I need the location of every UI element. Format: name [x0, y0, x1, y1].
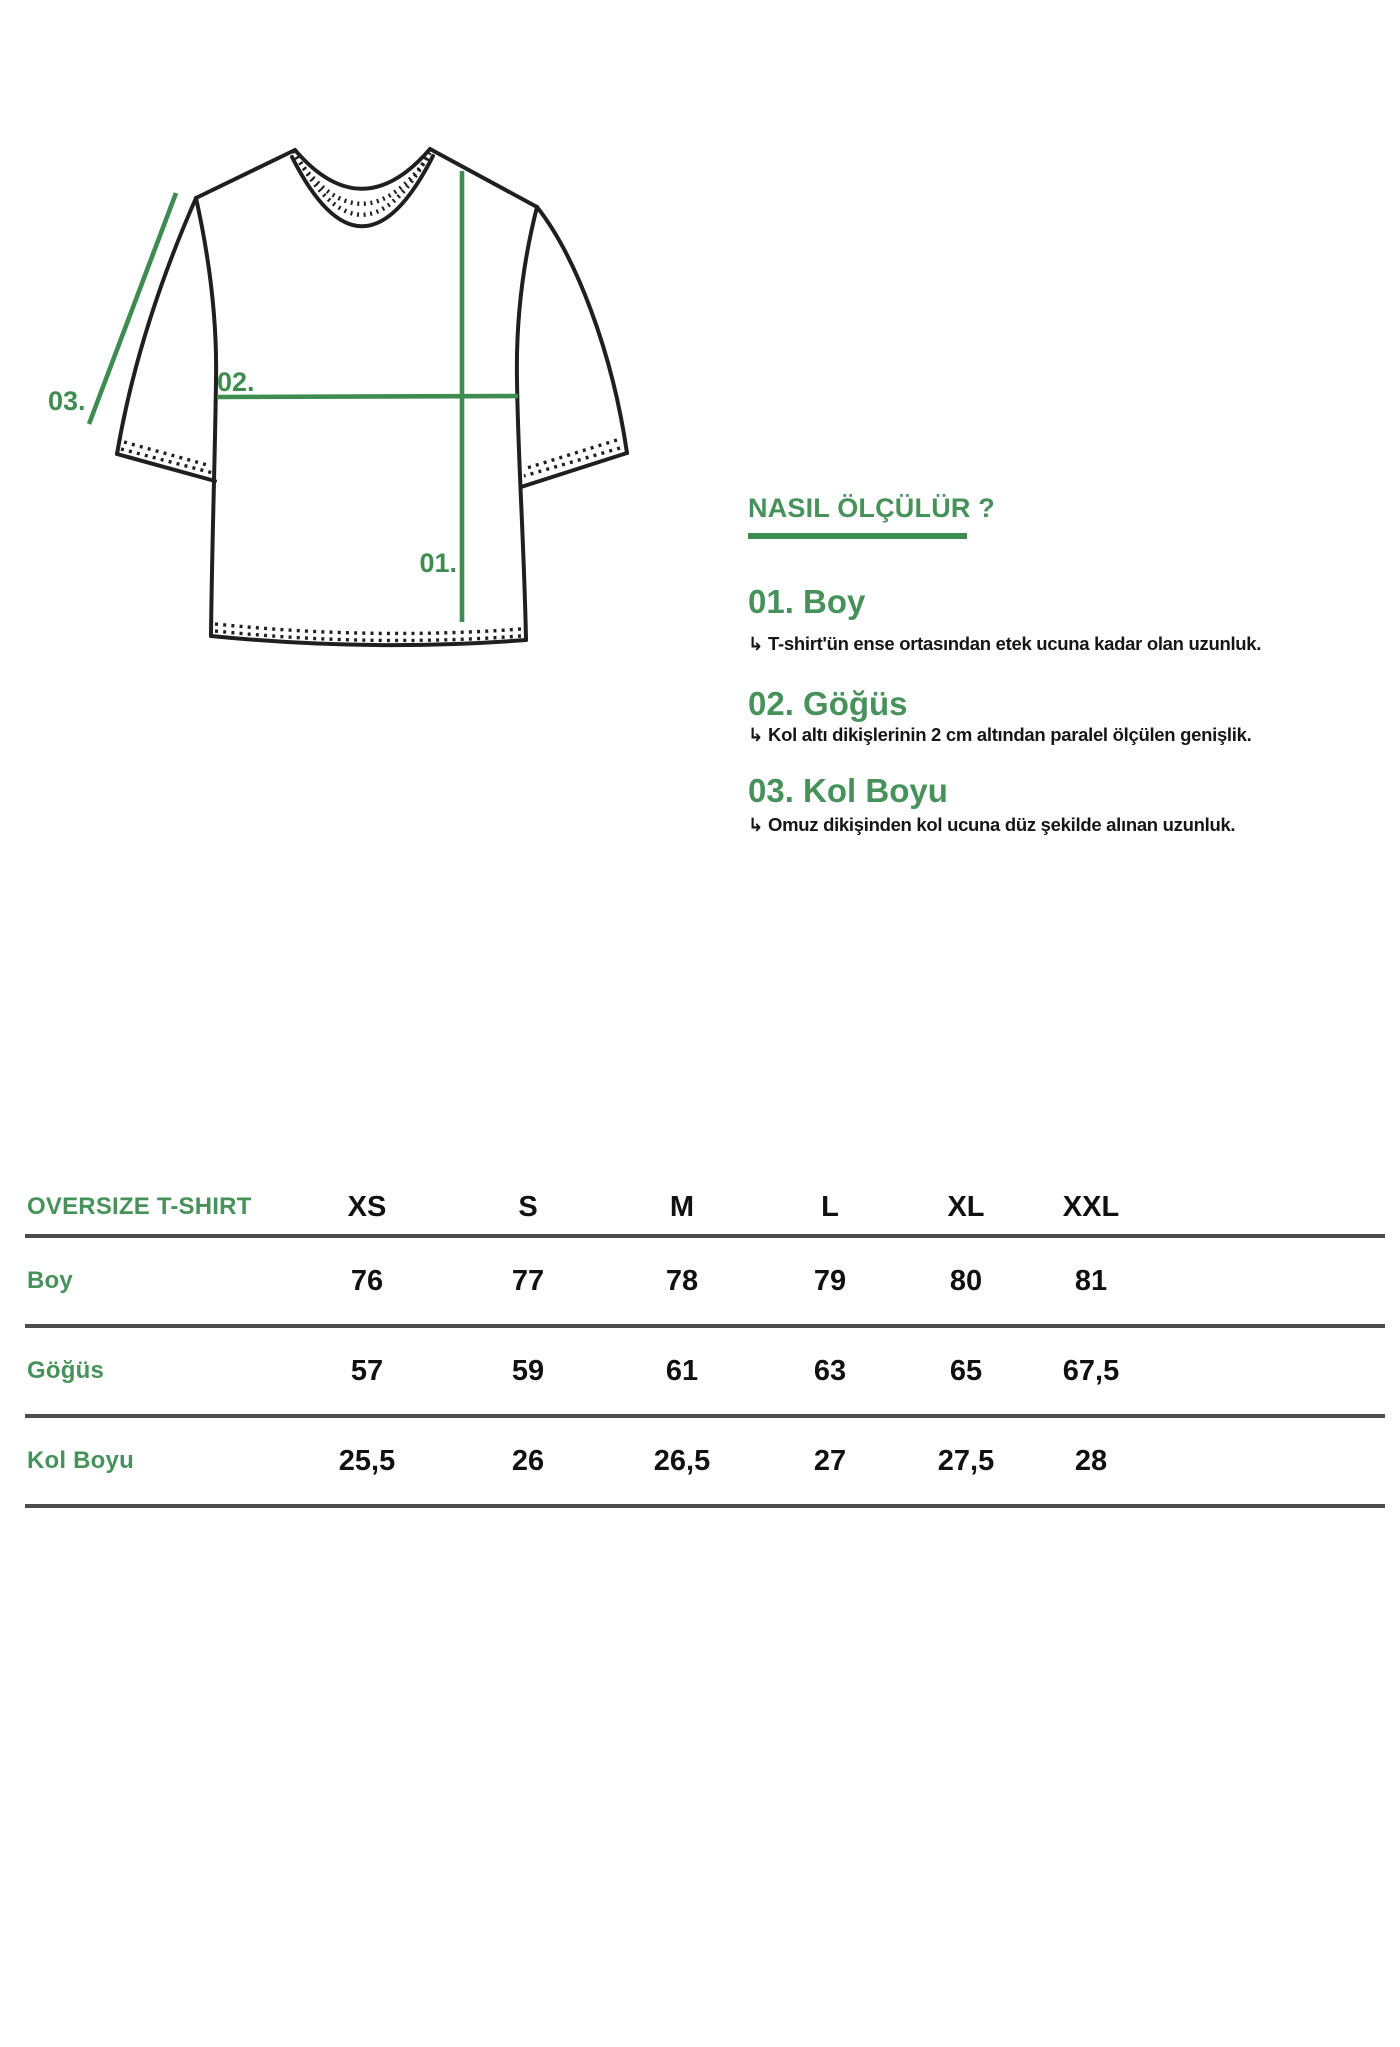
boy-measure-label: 01.: [419, 548, 457, 578]
kol-boyu-xxl: 28: [1074, 1444, 1108, 1477]
kol-boyu-xl: 27,5: [937, 1444, 995, 1477]
col-header-xs: XS: [347, 1190, 387, 1223]
row-label-boy: Boy: [27, 1267, 73, 1294]
table-row-kol-boyu: [25, 1418, 1385, 1508]
boy-xxl: 81: [1074, 1264, 1108, 1297]
section-desc-kol-boyu: ↳ Omuz dikişinden kol ucuna düz şekilde alınan uzunluk.: [748, 814, 1236, 835]
boy-xl: 80: [949, 1264, 983, 1297]
measurement-lines: [48, 171, 518, 622]
table-title: OVERSIZE T-SHIRT: [27, 1193, 252, 1220]
gogus-xxl: 67,5: [1062, 1354, 1120, 1387]
left-shoulder-line: [196, 150, 295, 198]
table-row-gogus: [25, 1328, 1385, 1418]
row-label-kol-boyu: Kol Boyu: [27, 1447, 134, 1474]
col-header-m: M: [669, 1190, 695, 1223]
body-right-seam: [517, 207, 537, 640]
col-header-xxl: XXL: [1062, 1190, 1120, 1223]
boy-s: 77: [511, 1264, 545, 1297]
right-sleeve-outer-edge: [537, 207, 627, 453]
boy-m: 78: [665, 1264, 699, 1297]
section-desc-boy: ↳ T-shirt'ün ense ortasından etek ucuna kadar olan uzunluk.: [748, 633, 1262, 654]
how-to-measure-title: NASIL ÖLÇÜLÜR ?: [748, 493, 995, 523]
kol-boyu-m: 26,5: [653, 1444, 711, 1477]
body-left-seam: [196, 198, 216, 636]
right-sleeve-cuff-edge: [521, 453, 627, 487]
collar-stitch-outer: [294, 150, 431, 215]
kol-boyu-s: 26: [511, 1444, 545, 1477]
section-title-kol-boyu: 03. Kol Boyu: [748, 772, 948, 809]
gogus-measure-label: 02.: [217, 367, 255, 397]
col-header-xl: XL: [947, 1190, 985, 1223]
hem-stitch-1: [215, 624, 521, 633]
section-desc-gogus: ↳ Kol altı dikişlerinin 2 cm altından paralel ölçülen genişlik.: [748, 724, 1252, 745]
boy-xs: 76: [350, 1264, 384, 1297]
table-row-boy: [25, 1238, 1385, 1328]
gogus-measure-line: [217, 396, 518, 397]
table-header-row: [25, 1180, 1385, 1238]
title-underline: [748, 533, 967, 539]
kol-boyu-xs: 25,5: [338, 1444, 396, 1477]
col-header-l: L: [821, 1190, 839, 1223]
gogus-xl: 65: [949, 1354, 983, 1387]
col-header-s: S: [518, 1190, 538, 1223]
row-label-gogus: Göğüs: [27, 1357, 104, 1384]
left-sleeve-cuff-edge: [117, 454, 215, 481]
gogus-m: 61: [665, 1354, 699, 1387]
left-sleeve-outer-edge: [117, 198, 196, 454]
boy-l: 79: [813, 1264, 847, 1297]
kol-boyu-measure-line: [89, 193, 176, 424]
kol-boyu-measure-label: 03.: [48, 386, 86, 416]
collar-back-arc: [295, 149, 430, 189]
right-shoulder-line: [430, 149, 537, 207]
section-title-gogus: 02. Göğüs: [748, 685, 908, 722]
gogus-xs: 57: [350, 1354, 384, 1387]
section-title-boy: 01. Boy: [748, 583, 866, 620]
tshirt-measurement-diagram: [0, 0, 720, 680]
size-table: [25, 1180, 1385, 1508]
gogus-l: 63: [813, 1354, 847, 1387]
gogus-s: 59: [511, 1354, 545, 1387]
kol-boyu-l: 27: [813, 1444, 847, 1477]
